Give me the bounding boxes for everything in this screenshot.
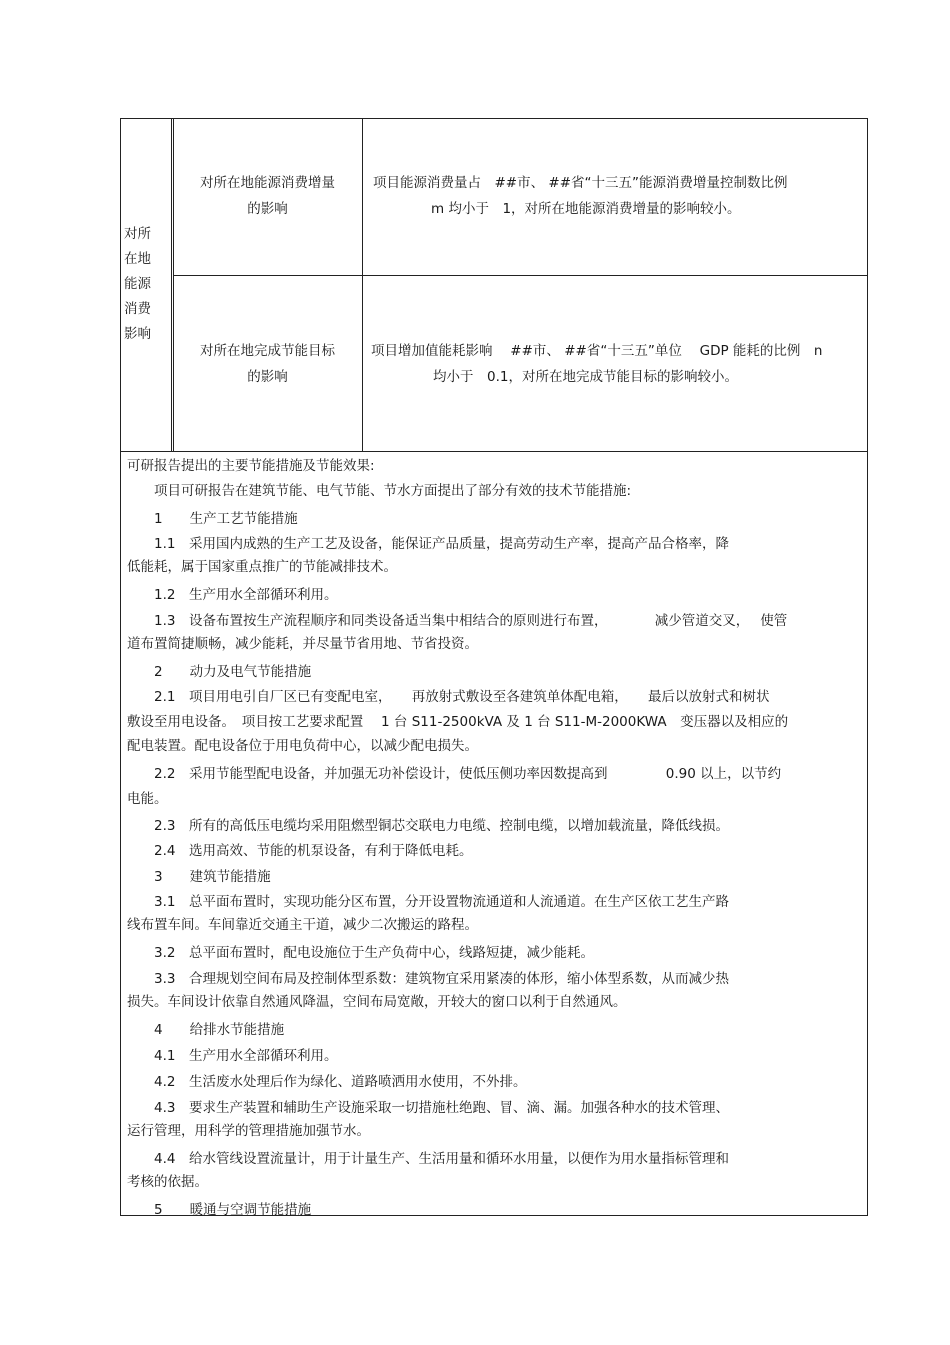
text-line: 2.2 采用节能型配电设备，并加强无功补偿设计，使低压侧功率因数提高到 0.90 以上，以节约 [127, 766, 782, 782]
text-line: 1.1 采用国内成熟的生产工艺及设备，能保证产品质量，提高劳动生产率，提高产品合格率，降 [127, 536, 729, 552]
category-line: 影响 [124, 326, 151, 342]
row2-item-line: 的影响 [247, 369, 288, 385]
text-line: 4.1 生产用水全部循环利用。 [127, 1048, 338, 1064]
text-line: 损失。车间设计依靠自然通风降温，空间布局宽敞，开较大的窗口以利于自然通风。 [127, 994, 627, 1010]
category-line: 消费 [124, 301, 151, 317]
text-line: 4.3 要求生产装置和辅助生产设施采取一切措施杜绝跑、冒、滴、漏。加强各种水的技术管理、 [127, 1100, 729, 1116]
text-line: 3.1 总平面布置时，实现功能分区布置，分开设置物流通道和人流通道。在生产区依工艺生产路 [127, 894, 729, 910]
text-line: 1 生产工艺节能措施 [127, 511, 298, 527]
text-line: 5 暖通与空调节能措施 [127, 1202, 312, 1218]
text-line: 线布置车间。车间靠近交通主干道，减少二次搬运的路程。 [127, 917, 478, 933]
text-line: 2.3 所有的高低压电缆均采用阻燃型铜芯交联电力电缆、控制电缆，以增加载流量，降低线损。 [127, 818, 729, 834]
text-line: 1.3 设备布置按生产流程顺序和同类设备适当集中相结合的原则进行布置， 减少管道交叉， 使管 [127, 613, 788, 629]
text-line: 2 动力及电气节能措施 [127, 664, 312, 680]
text-line: 运行管理，用科学的管理措施加强节水。 [127, 1123, 370, 1139]
text-line: 敷设至用电设备。 项目按工艺要求配置 1 台 S11-2500kVA 及 1 台 S11-M-2000KWA 变压器以及相应的 [127, 714, 789, 730]
row1-item [173, 170, 362, 222]
row1-desc-line: m 均小于 1，对所在地能源消费增量的影响较小。 [431, 201, 741, 217]
text-line: 项目可研报告在建筑节能、电气节能、节水方面提出了部分有效的技术节能措施: [127, 483, 632, 499]
text-line: 4.4 给水管线设置流量计，用于计量生产、生活用量和循环水用量，以便作为用水量指标管理和 [127, 1151, 729, 1167]
row2-item [173, 338, 362, 390]
row1-desc [363, 170, 868, 222]
text-line: 电能。 [127, 791, 168, 807]
category-label [124, 222, 164, 347]
text-line: 可研报告提出的主要节能措施及节能效果: [127, 458, 375, 474]
row2-desc-line: 均小于 0.1，对所在地完成节能目标的影响较小。 [433, 369, 738, 385]
text-line: 4.2 生活废水处理后作为绿化、道路喷洒用水使用，不外排。 [127, 1074, 527, 1090]
text-line: 1.2 生产用水全部循环利用。 [127, 587, 338, 603]
row-divider-2 [120, 451, 868, 452]
row2-item-line: 对所在地完成节能目标 [200, 343, 335, 359]
text-line: 4 给排水节能措施 [127, 1022, 285, 1038]
col-divider-1b [173, 118, 174, 451]
text-line: 2.1 项目用电引自厂区已有变配电室， 再放射式敷设至各建筑单体配电箱， 最后以放射式和树状 [127, 689, 770, 705]
text-line: 低能耗，属于国家重点推广的节能减排技术。 [127, 559, 397, 575]
col-divider-2 [362, 118, 363, 451]
text-line: 2.4 选用高效、节能的机泵设备，有利于降低电耗。 [127, 843, 473, 859]
text-line: 配电装置。配电设备位于用电负荷中心，以减少配电损失。 [127, 738, 478, 754]
row2-desc [363, 338, 868, 390]
row1-desc-line: 项目能源消费量占 ##市、 ##省“十三五”能源消费增量控制数比例 [373, 175, 788, 191]
row1-item-line: 对所在地能源消费增量 [200, 175, 335, 191]
text-line: 3.3 合理规划空间布局及控制体型系数：建筑物宜采用紧凑的体形，缩小体型系数，从而减少热 [127, 971, 729, 987]
row1-item-line: 的影响 [247, 201, 288, 217]
col-divider-1 [171, 118, 172, 451]
row2-desc-line: 项目增加值能耗影响 ##市、 ##省“十三五”单位 GDP 能耗的比例 n [371, 343, 823, 359]
text-line: 3.2 总平面布置时，配电设施位于生产负荷中心，线路短捷，减少能耗。 [127, 945, 594, 961]
text-line: 道布置简捷顺畅，减少能耗，并尽量节省用地、节省投资。 [127, 636, 478, 652]
row-divider-1 [173, 275, 868, 276]
category-line: 对所 [124, 226, 151, 242]
text-line: 考核的依据。 [127, 1174, 208, 1190]
category-line: 在地 [124, 251, 151, 267]
text-line: 3 建筑节能措施 [127, 869, 271, 885]
category-line: 能源 [124, 276, 151, 292]
